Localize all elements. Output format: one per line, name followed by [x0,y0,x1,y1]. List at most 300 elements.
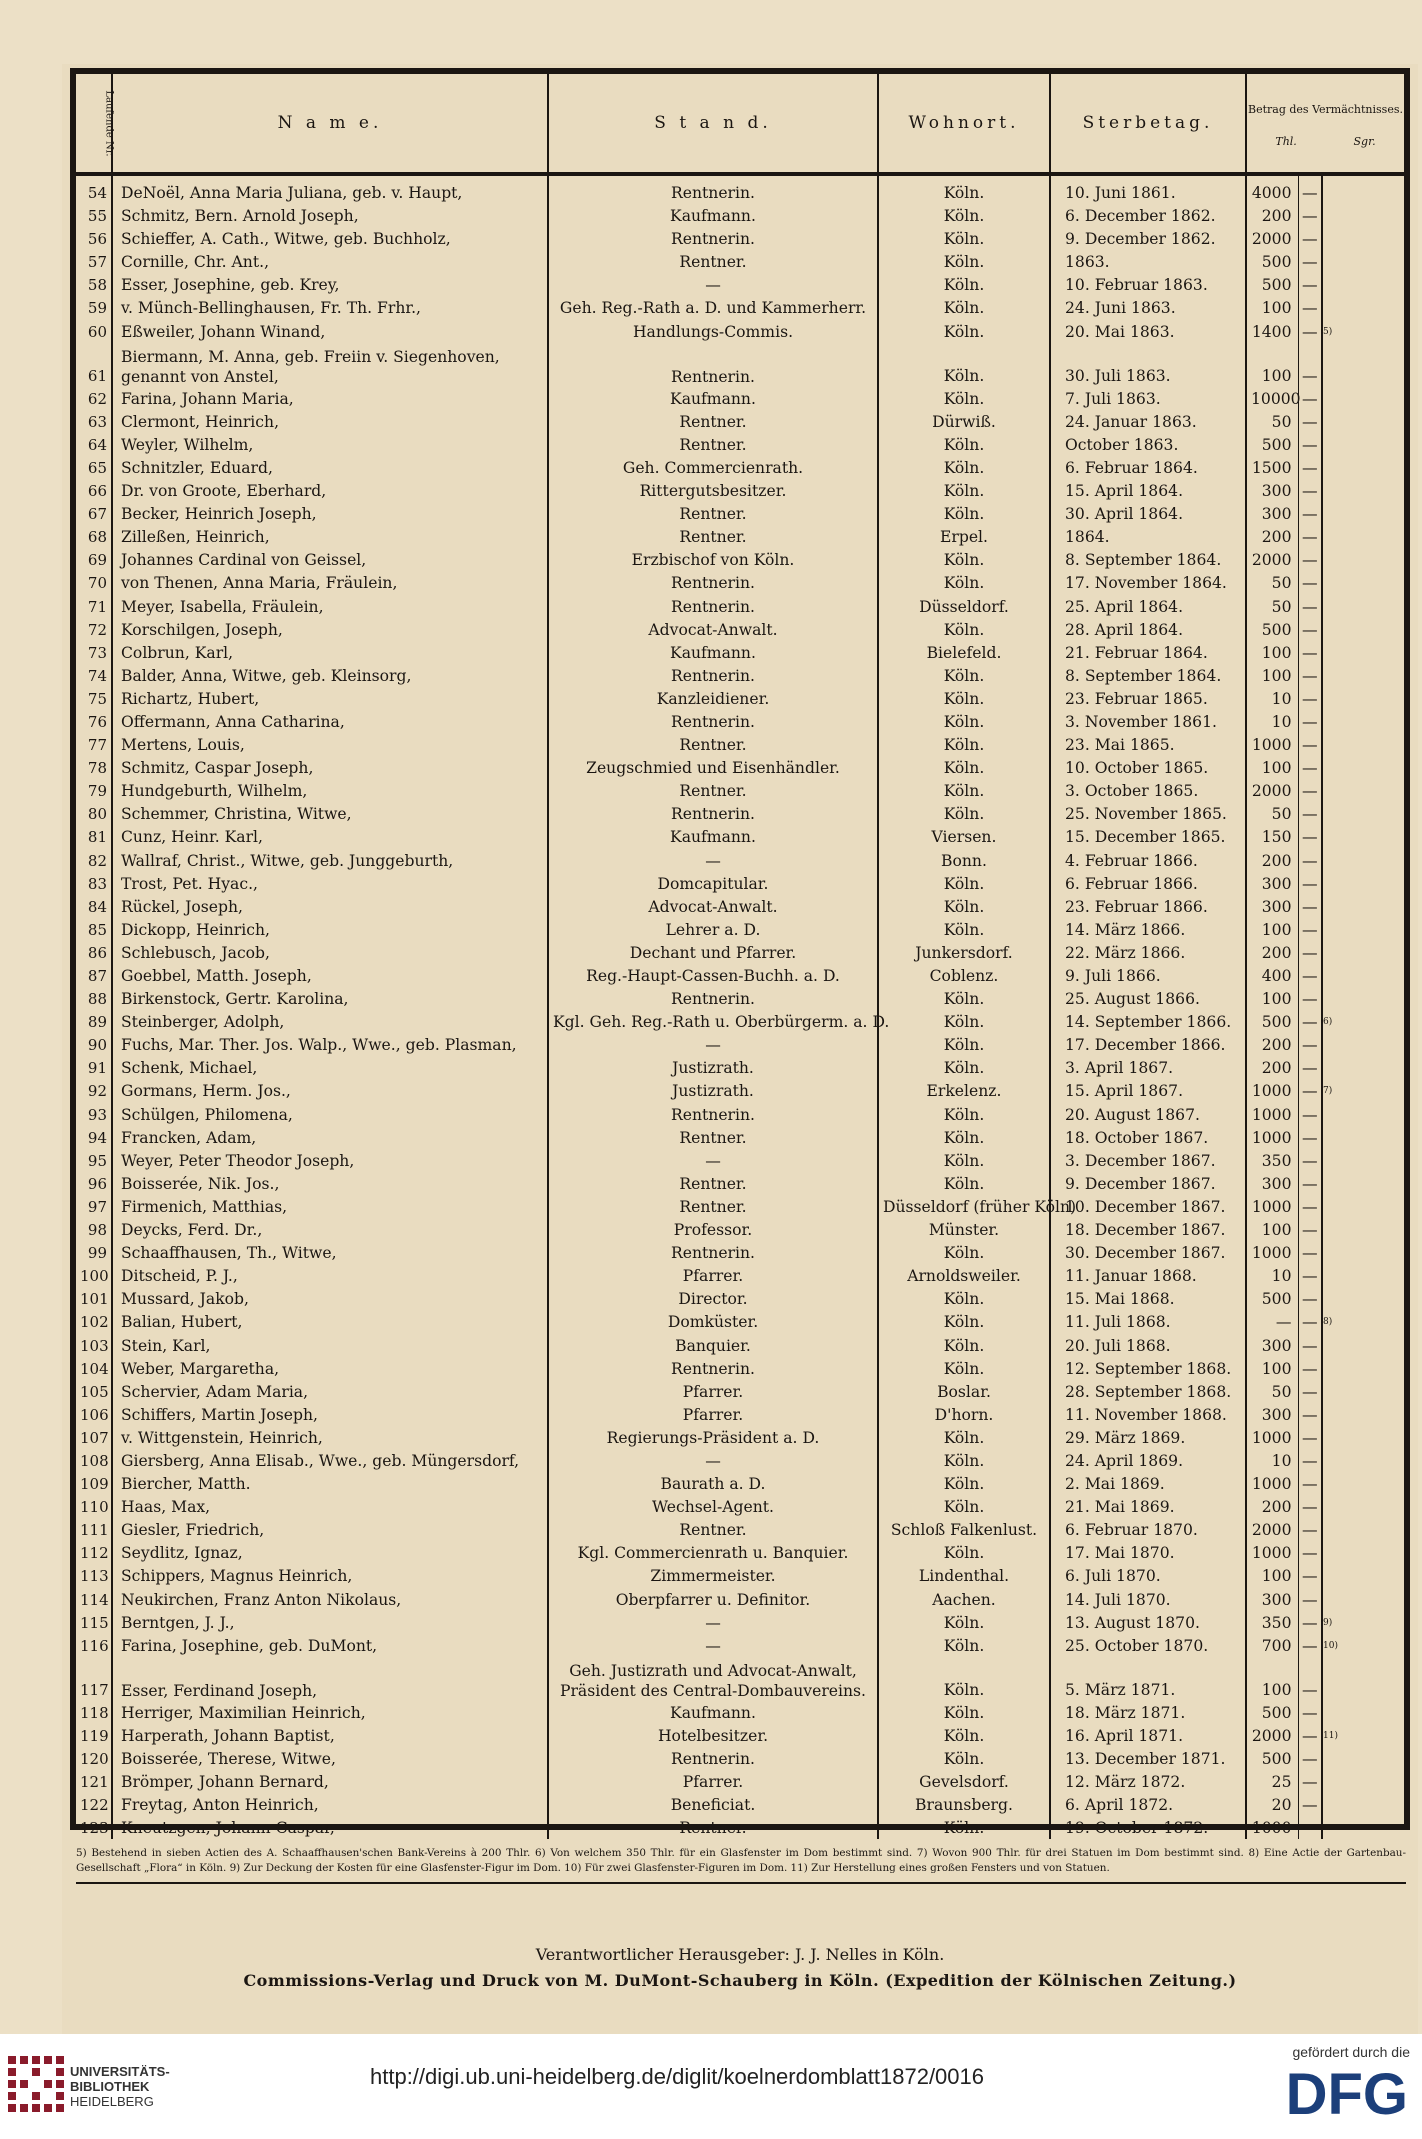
row-name: Schemmer, Christina, Witwe, [112,802,548,825]
row-footnote-ref [1322,1357,1404,1380]
row-footnote-ref [1322,227,1404,250]
row-sterbetag: 20. Mai 1863. [1050,319,1246,342]
row-name: Schülgen, Philomena, [112,1102,548,1125]
table-row [76,594,1404,617]
row-wohnort: Aachen. [878,1587,1050,1610]
sponsor-text: gefördert durch die [1292,2044,1410,2060]
university-library-name [70,2064,170,2109]
row-amount-sgr: — [1298,1611,1322,1634]
row-amount-thl: 100 [1246,918,1298,941]
table-row [76,343,1404,387]
row-stand [548,1657,878,1701]
table-row [76,1747,1404,1770]
row-footnote-ref [1322,387,1404,410]
row-name: Ditscheid, P. J., [112,1264,548,1287]
table-row [76,479,1404,502]
row-stand: Advocat-Anwalt. [548,895,878,918]
row-sterbetag: 10. October 1865. [1050,756,1246,779]
row-name: Offermann, Anna Catharina, [112,710,548,733]
row-number: 67 [76,502,112,525]
row-amount-sgr: — [1298,872,1322,895]
row-amount-thl: 200 [1246,1033,1298,1056]
header-betrag [1246,74,1404,174]
header-currency-units [1247,135,1404,149]
row-footnote-ref [1322,571,1404,594]
table-row [76,987,1404,1010]
row-amount-thl: 50 [1246,571,1298,594]
row-name: Zilleßen, Heinrich, [112,525,548,548]
table-row [76,250,1404,273]
row-number: 101 [76,1287,112,1310]
row-stand: Lehrer a. D. [548,918,878,941]
row-amount-sgr: — [1298,687,1322,710]
row-footnote-ref [1322,779,1404,802]
row-number: 103 [76,1333,112,1356]
row-amount-sgr: — [1298,1518,1322,1541]
row-number: 69 [76,548,112,571]
row-amount-thl: 100 [1246,1357,1298,1380]
row-wohnort: Köln. [878,1657,1050,1701]
table-row [76,964,1404,987]
row-stand: Pfarrer. [548,1770,878,1793]
row-wohnort: Junkersdorf. [878,941,1050,964]
row-wohnort: Köln. [878,1333,1050,1356]
row-sterbetag: 24. April 1869. [1050,1449,1246,1472]
row-amount-thl: 1000 [1246,1126,1298,1149]
row-name: Biercher, Matth. [112,1472,548,1495]
row-stand: — [548,1149,878,1172]
row-stand: Oberpfarrer u. Definitor. [548,1587,878,1610]
row-number: 87 [76,964,112,987]
row-amount-thl: 200 [1246,1056,1298,1079]
table-row [76,733,1404,756]
table-row [76,548,1404,571]
table-row [76,779,1404,802]
row-footnote-ref [1322,1264,1404,1287]
row-wohnort: Bielefeld. [878,641,1050,664]
row-name: Haas, Max, [112,1495,548,1518]
row-stand: Wechsel-Agent. [548,1495,878,1518]
row-footnote-ref [1322,987,1404,1010]
row-stand: Banquier. [548,1333,878,1356]
row-stand: Rentnerin. [548,1747,878,1770]
row-number: 99 [76,1241,112,1264]
row-name: v. Wittgenstein, Heinrich, [112,1426,548,1449]
row-amount-sgr: — [1298,1403,1322,1426]
row-number: 116 [76,1634,112,1657]
table-row [76,1449,1404,1472]
row-wohnort: Köln. [878,733,1050,756]
row-amount-sgr: — [1298,733,1322,756]
row-amount-sgr: — [1298,779,1322,802]
row-name: Berntgen, J. J., [112,1611,548,1634]
row-number: 79 [76,779,112,802]
university-library-logo[interactable] [6,2054,216,2120]
table-row [76,1518,1404,1541]
row-sterbetag: 6. Februar 1864. [1050,456,1246,479]
table-row [76,227,1404,250]
table-row [76,1472,1404,1495]
table-row [76,710,1404,733]
row-amount-thl: 2000 [1246,548,1298,571]
row-amount-thl: 300 [1246,1587,1298,1610]
row-sterbetag: 3. November 1861. [1050,710,1246,733]
row-number: 56 [76,227,112,250]
row-amount-thl: 300 [1246,1172,1298,1195]
row-stand: Director. [548,1287,878,1310]
row-amount-sgr: — [1298,1770,1322,1793]
row-wohnort: Lindenthal. [878,1564,1050,1587]
bequest-table-frame [70,68,1410,1838]
row-amount-thl: 4000 [1246,174,1298,204]
row-stand: Pfarrer. [548,1380,878,1403]
row-name: Trost, Pet. Hyac., [112,872,548,895]
row-wohnort: Arnoldsweiler. [878,1264,1050,1287]
row-stand: Kgl. Geh. Reg.-Rath u. Oberbürgerm. a. D. [548,1010,878,1033]
row-amount-thl: 1500 [1246,456,1298,479]
row-number: 61 [76,343,112,387]
university-seal-icon [6,2054,66,2116]
row-amount-thl: 500 [1246,1701,1298,1724]
row-amount-thl: 500 [1246,433,1298,456]
row-footnote-ref [1322,618,1404,641]
row-number: 86 [76,941,112,964]
row-name: Hundgeburth, Wilhelm, [112,779,548,802]
row-number: 97 [76,1195,112,1218]
row-amount-sgr: — [1298,710,1322,733]
row-amount-sgr: — [1298,1449,1322,1472]
row-footnote-ref [1322,710,1404,733]
row-footnote-ref [1322,1747,1404,1770]
row-stand: Rentner. [548,250,878,273]
row-wohnort: Köln. [878,802,1050,825]
row-stand: Rentnerin. [548,1102,878,1125]
row-wohnort: Köln. [878,1634,1050,1657]
row-footnote-ref [1322,687,1404,710]
row-wohnort: Köln. [878,664,1050,687]
row-sterbetag: 25. October 1870. [1050,1634,1246,1657]
row-name: Fuchs, Mar. Ther. Jos. Walp., Wwe., geb. Plasman, [112,1033,548,1056]
row-wohnort: Köln. [878,895,1050,918]
row-amount-thl: 1000 [1246,1102,1298,1125]
row-sterbetag: 30. April 1864. [1050,502,1246,525]
viewer-footer-bar [0,2034,1422,2139]
row-wohnort: Köln. [878,273,1050,296]
row-number: 73 [76,641,112,664]
row-wohnort: Köln. [878,343,1050,387]
row-amount-sgr: — [1298,1634,1322,1657]
logo-line-1: UNIVERSITÄTS- [70,2064,170,2079]
row-footnote-ref [1322,1241,1404,1264]
row-amount-sgr: — [1298,250,1322,273]
table-row [76,1241,1404,1264]
row-stand: Pfarrer. [548,1264,878,1287]
table-row [76,1218,1404,1241]
row-footnote-ref [1322,1380,1404,1403]
row-amount-thl: 10000 [1246,387,1298,410]
row-footnote-ref [1322,1541,1404,1564]
row-name: v. Münch-Bellinghausen, Fr. Th. Frhr., [112,296,548,319]
row-footnote-ref [1322,502,1404,525]
row-amount-sgr: — [1298,1426,1322,1449]
row-footnote-ref [1322,825,1404,848]
row-amount-sgr: — [1298,987,1322,1010]
row-amount-sgr: — [1298,1380,1322,1403]
row-amount-thl: 350 [1246,1611,1298,1634]
row-sterbetag: 15. Mai 1868. [1050,1287,1246,1310]
row-number: 93 [76,1102,112,1125]
table-row [76,664,1404,687]
row-amount-thl: 2000 [1246,779,1298,802]
row-name: Mussard, Jakob, [112,1287,548,1310]
row-sterbetag: 14. September 1866. [1050,1010,1246,1033]
row-name: Seydlitz, Ignaz, [112,1541,548,1564]
row-stand: — [548,848,878,871]
row-amount-sgr: — [1298,227,1322,250]
dfg-logo-text: DFG [1285,2062,1408,2127]
row-number: 83 [76,872,112,895]
row-sterbetag: 17. December 1866. [1050,1033,1246,1056]
row-stand: Rentner. [548,1195,878,1218]
row-sterbetag: 10. Februar 1863. [1050,273,1246,296]
table-row [76,618,1404,641]
row-amount-sgr: — [1298,618,1322,641]
row-amount-sgr: — [1298,204,1322,227]
row-stand: Geh. Reg.-Rath a. D. und Kammerherr. [548,296,878,319]
row-amount-thl: 50 [1246,594,1298,617]
row-amount-sgr: — [1298,1793,1322,1816]
row-amount-thl: 300 [1246,502,1298,525]
row-amount-thl: 1400 [1246,319,1298,342]
row-name: Schaaffhausen, Th., Witwe, [112,1241,548,1264]
row-amount-sgr: — [1298,1126,1322,1149]
row-number: 85 [76,918,112,941]
row-footnote-ref [1322,1657,1404,1701]
row-wohnort: Köln. [878,1102,1050,1125]
row-name: Johannes Cardinal von Geissel, [112,548,548,571]
row-number: 98 [76,1218,112,1241]
row-stand: Regierungs-Präsident a. D. [548,1426,878,1449]
row-amount-sgr: — [1298,1264,1322,1287]
row-footnote-ref [1322,1701,1404,1724]
row-footnote-ref [1322,1587,1404,1610]
row-stand: Rentnerin. [548,710,878,733]
table-row [76,1701,1404,1724]
row-amount-sgr: — [1298,296,1322,319]
row-amount-sgr: — [1298,964,1322,987]
row-stand: — [548,1033,878,1056]
row-footnote-ref [1322,410,1404,433]
row-amount-sgr: — [1298,895,1322,918]
row-amount-sgr: — [1298,594,1322,617]
table-row [76,1657,1404,1701]
row-name: Rückel, Joseph, [112,895,548,918]
row-number: 100 [76,1264,112,1287]
row-stand: Rentner. [548,525,878,548]
row-number: 70 [76,571,112,594]
row-sterbetag: 23. Mai 1865. [1050,733,1246,756]
source-url-link[interactable]: http://digi.ub.uni-heidelberg.de/diglit/koelnerdomblatt1872/0016 [370,2064,984,2089]
row-wohnort: Köln. [878,1287,1050,1310]
row-wohnort: Bonn. [878,848,1050,871]
table-row [76,1380,1404,1403]
table-row [76,273,1404,296]
row-number: 59 [76,296,112,319]
row-number: 121 [76,1770,112,1793]
table-row [76,1495,1404,1518]
row-amount-thl: 200 [1246,1495,1298,1518]
row-amount-thl: 50 [1246,410,1298,433]
row-wohnort: Düsseldorf (früher Köln) [878,1195,1050,1218]
row-amount-sgr: — [1298,571,1322,594]
row-stand: Domküster. [548,1310,878,1333]
row-wohnort: Köln. [878,387,1050,410]
row-footnote-ref [1322,433,1404,456]
row-footnote-ref [1322,1056,1404,1079]
row-stand: — [548,273,878,296]
row-amount-thl: 20 [1246,1793,1298,1816]
row-amount-thl: 500 [1246,250,1298,273]
row-footnote-ref [1322,1472,1404,1495]
table-row [76,1564,1404,1587]
table-row [76,941,1404,964]
row-amount-sgr: — [1298,756,1322,779]
row-footnote-ref [1322,1033,1404,1056]
row-name: Birkenstock, Gertr. Karolina, [112,987,548,1010]
table-row [76,433,1404,456]
table-row [76,1587,1404,1610]
row-footnote-ref [1322,174,1404,204]
row-footnote-ref [1322,1816,1404,1839]
row-sterbetag: 28. September 1868. [1050,1380,1246,1403]
row-amount-thl: 1000 [1246,1541,1298,1564]
row-amount-thl: 700 [1246,1634,1298,1657]
row-amount-thl: 400 [1246,964,1298,987]
row-amount-sgr: — [1298,1747,1322,1770]
row-name: Schenk, Michael, [112,1056,548,1079]
row-amount-sgr: — [1298,941,1322,964]
row-wohnort: Köln. [878,1126,1050,1149]
row-amount-sgr: — [1298,641,1322,664]
row-wohnort: Köln. [878,1426,1050,1449]
row-sterbetag: 3. December 1867. [1050,1149,1246,1172]
row-footnote-ref [1322,1564,1404,1587]
row-footnote-ref [1322,1172,1404,1195]
row-sterbetag: 6. April 1872. [1050,1793,1246,1816]
row-name: von Thenen, Anna Maria, Fräulein, [112,571,548,594]
table-row [76,1195,1404,1218]
row-sterbetag: 3. April 1867. [1050,1056,1246,1079]
row-footnote-ref [1322,204,1404,227]
row-wohnort: Köln. [878,1747,1050,1770]
row-amount-sgr: — [1298,410,1322,433]
row-number: 111 [76,1518,112,1541]
row-name: Schieffer, A. Cath., Witwe, geb. Buchholz, [112,227,548,250]
table-row [76,641,1404,664]
row-wohnort: Köln. [878,1172,1050,1195]
row-stand: Baurath a. D. [548,1472,878,1495]
row-name: Boisserée, Nik. Jos., [112,1172,548,1195]
row-wohnort: Köln. [878,779,1050,802]
row-number: 120 [76,1747,112,1770]
row-footnote-ref [1322,641,1404,664]
table-row [76,1793,1404,1816]
row-wohnort: Köln. [878,319,1050,342]
table-row [76,1816,1404,1839]
row-footnote-ref [1322,548,1404,571]
row-number: 58 [76,273,112,296]
header-sgr: Sgr. [1353,135,1376,148]
row-amount-thl: 300 [1246,479,1298,502]
row-wohnort: Köln. [878,250,1050,273]
row-number: 95 [76,1149,112,1172]
row-amount-sgr: — [1298,1079,1322,1102]
row-footnote-ref: 10) [1323,1640,1338,1651]
row-wohnort: Köln. [878,1241,1050,1264]
dfg-logo-icon[interactable] [1270,2062,1410,2127]
table-row [76,319,1404,342]
row-name: Schervier, Adam Maria, [112,1380,548,1403]
row-name: Dickopp, Heinrich, [112,918,548,941]
row-name-text: Biermann, M. Anna, geb. Freiin v. Siegenhoven, genannt von Anstel, [121,347,500,386]
row-stand: Rentner. [548,502,878,525]
row-name: Weber, Margaretha, [112,1357,548,1380]
row-amount-thl: 50 [1246,802,1298,825]
row-sterbetag: 23. Februar 1865. [1050,687,1246,710]
row-amount-sgr: — [1298,1495,1322,1518]
table-row [76,1126,1404,1149]
row-sterbetag: 10. Juni 1861. [1050,174,1246,204]
row-name: Schmitz, Bern. Arnold Joseph, [112,204,548,227]
row-wohnort: Viersen. [878,825,1050,848]
row-stand: Rentner. [548,410,878,433]
row-wohnort: Köln. [878,918,1050,941]
row-sterbetag: 30. Juli 1863. [1050,343,1246,387]
row-footnote-ref [1322,664,1404,687]
row-number: 78 [76,756,112,779]
table-row [76,571,1404,594]
row-wohnort: Köln. [878,174,1050,204]
row-number: 123 [76,1816,112,1839]
row-number: 76 [76,710,112,733]
row-name: Herriger, Maximilian Heinrich, [112,1701,548,1724]
table-row [76,1403,1404,1426]
table-row [76,456,1404,479]
row-wohnort: Köln. [878,1611,1050,1634]
row-sterbetag: 9. December 1862. [1050,227,1246,250]
row-name: Giesler, Friedrich, [112,1518,548,1541]
row-sterbetag: 20. August 1867. [1050,1102,1246,1125]
row-amount-thl: 100 [1246,1657,1298,1701]
row-amount-thl: 100 [1246,641,1298,664]
logo-line-2: BIBLIOTHEK [70,2079,150,2094]
row-sterbetag: 10. December 1867. [1050,1195,1246,1218]
row-sterbetag: 5. März 1871. [1050,1657,1246,1701]
row-sterbetag: October 1863. [1050,433,1246,456]
row-footnote-ref [1322,733,1404,756]
row-stand: Zeugschmied und Eisenhändler. [548,756,878,779]
row-stand: Rentnerin. [548,227,878,250]
row-wohnort: Köln. [878,618,1050,641]
row-number: 90 [76,1033,112,1056]
row-amount-thl: 100 [1246,343,1298,387]
row-name: Esser, Josephine, geb. Krey, [112,273,548,296]
header-name: N a m e. [112,74,548,174]
row-amount-thl: 300 [1246,872,1298,895]
row-name: Firmenich, Matthias, [112,1195,548,1218]
row-amount-sgr: — [1298,1587,1322,1610]
row-sterbetag: 18. October 1867. [1050,1126,1246,1149]
